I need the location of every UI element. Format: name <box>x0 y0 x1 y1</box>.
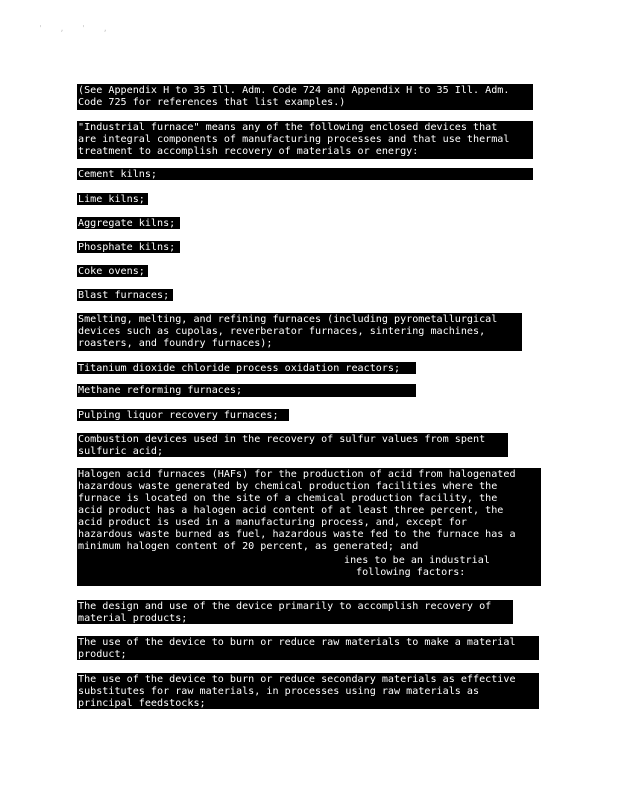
list-item-smelting-furnaces: Smelting, melting, and refining furnaces (including pyrometallurgical devices such as cupolas, reverberator furnaces, sintering machines, roasters, and foundry furnaces); <box>77 313 522 351</box>
fragment-industrial: ines to be an industrial <box>344 555 490 566</box>
list-item-lime-kilns: Lime kilns; <box>77 193 148 205</box>
paragraph-appendix-reference: (See Appendix H to 35 Ill. Adm. Code 724 and Appendix H to 35 Ill. Adm. Code 725 for references that list examples.) <box>77 84 533 110</box>
list-item-halogen-acid-furnaces <box>77 468 541 566</box>
list-item-blast-furnaces: Blast furnaces; <box>77 289 173 301</box>
factor-burn-raw-materials: The use of the device to burn or reduce raw materials to make a material product; <box>77 636 539 660</box>
header-mark: ' , ' , <box>38 24 114 33</box>
list-item-pulping-liquor-furnaces: Pulping liquor recovery furnaces; <box>77 409 289 421</box>
list-item-coke-ovens: Coke ovens; <box>77 265 148 277</box>
fragment-following-factors: following factors: <box>356 567 466 578</box>
paragraph-industrial-furnace-definition: "Industrial furnace" means any of the following enclosed devices that are integral components of manufacturing processes and that use thermal treatment to accomplish recovery of materials or energy: <box>77 121 533 159</box>
factor-design-and-use: The design and use of the device primarily to accomplish recovery of material products; <box>77 600 513 624</box>
list-item-cement-kilns: Cement kilns; <box>77 168 533 180</box>
list-item-aggregate-kilns: Aggregate kilns; <box>77 217 180 229</box>
paragraph-fragment-factors <box>77 554 541 586</box>
list-item-methane-reforming-furnaces: Methane reforming furnaces; <box>77 384 416 397</box>
factor-secondary-materials: The use of the device to burn or reduce secondary materials as effective substitutes for raw materials, in processes using raw materials as principal feedstocks; <box>77 673 539 709</box>
list-item-titanium-dioxide-reactors: Titanium dioxide chloride process oxidation reactors; <box>77 362 416 374</box>
list-item-phosphate-kilns: Phosphate kilns; <box>77 241 180 253</box>
list-item-sulfur-recovery-devices: Combustion devices used in the recovery of sulfur values from spent sulfuric acid; <box>77 433 508 457</box>
halogen-acid-furnaces-text: Halogen acid furnaces (HAFs) for the production of acid from halogenated hazardous waste generated by chemical production facilities where the furnace is located on the site of a chemical production facility, the acid product has a halogen acid content of at least three percent, the acid product is used in a manufacturing process, and, except for hazardous waste burned as fuel, hazardous waste fed to the furnace has a minimum halogen content of 20 percent, as generated; and <box>78 469 516 552</box>
